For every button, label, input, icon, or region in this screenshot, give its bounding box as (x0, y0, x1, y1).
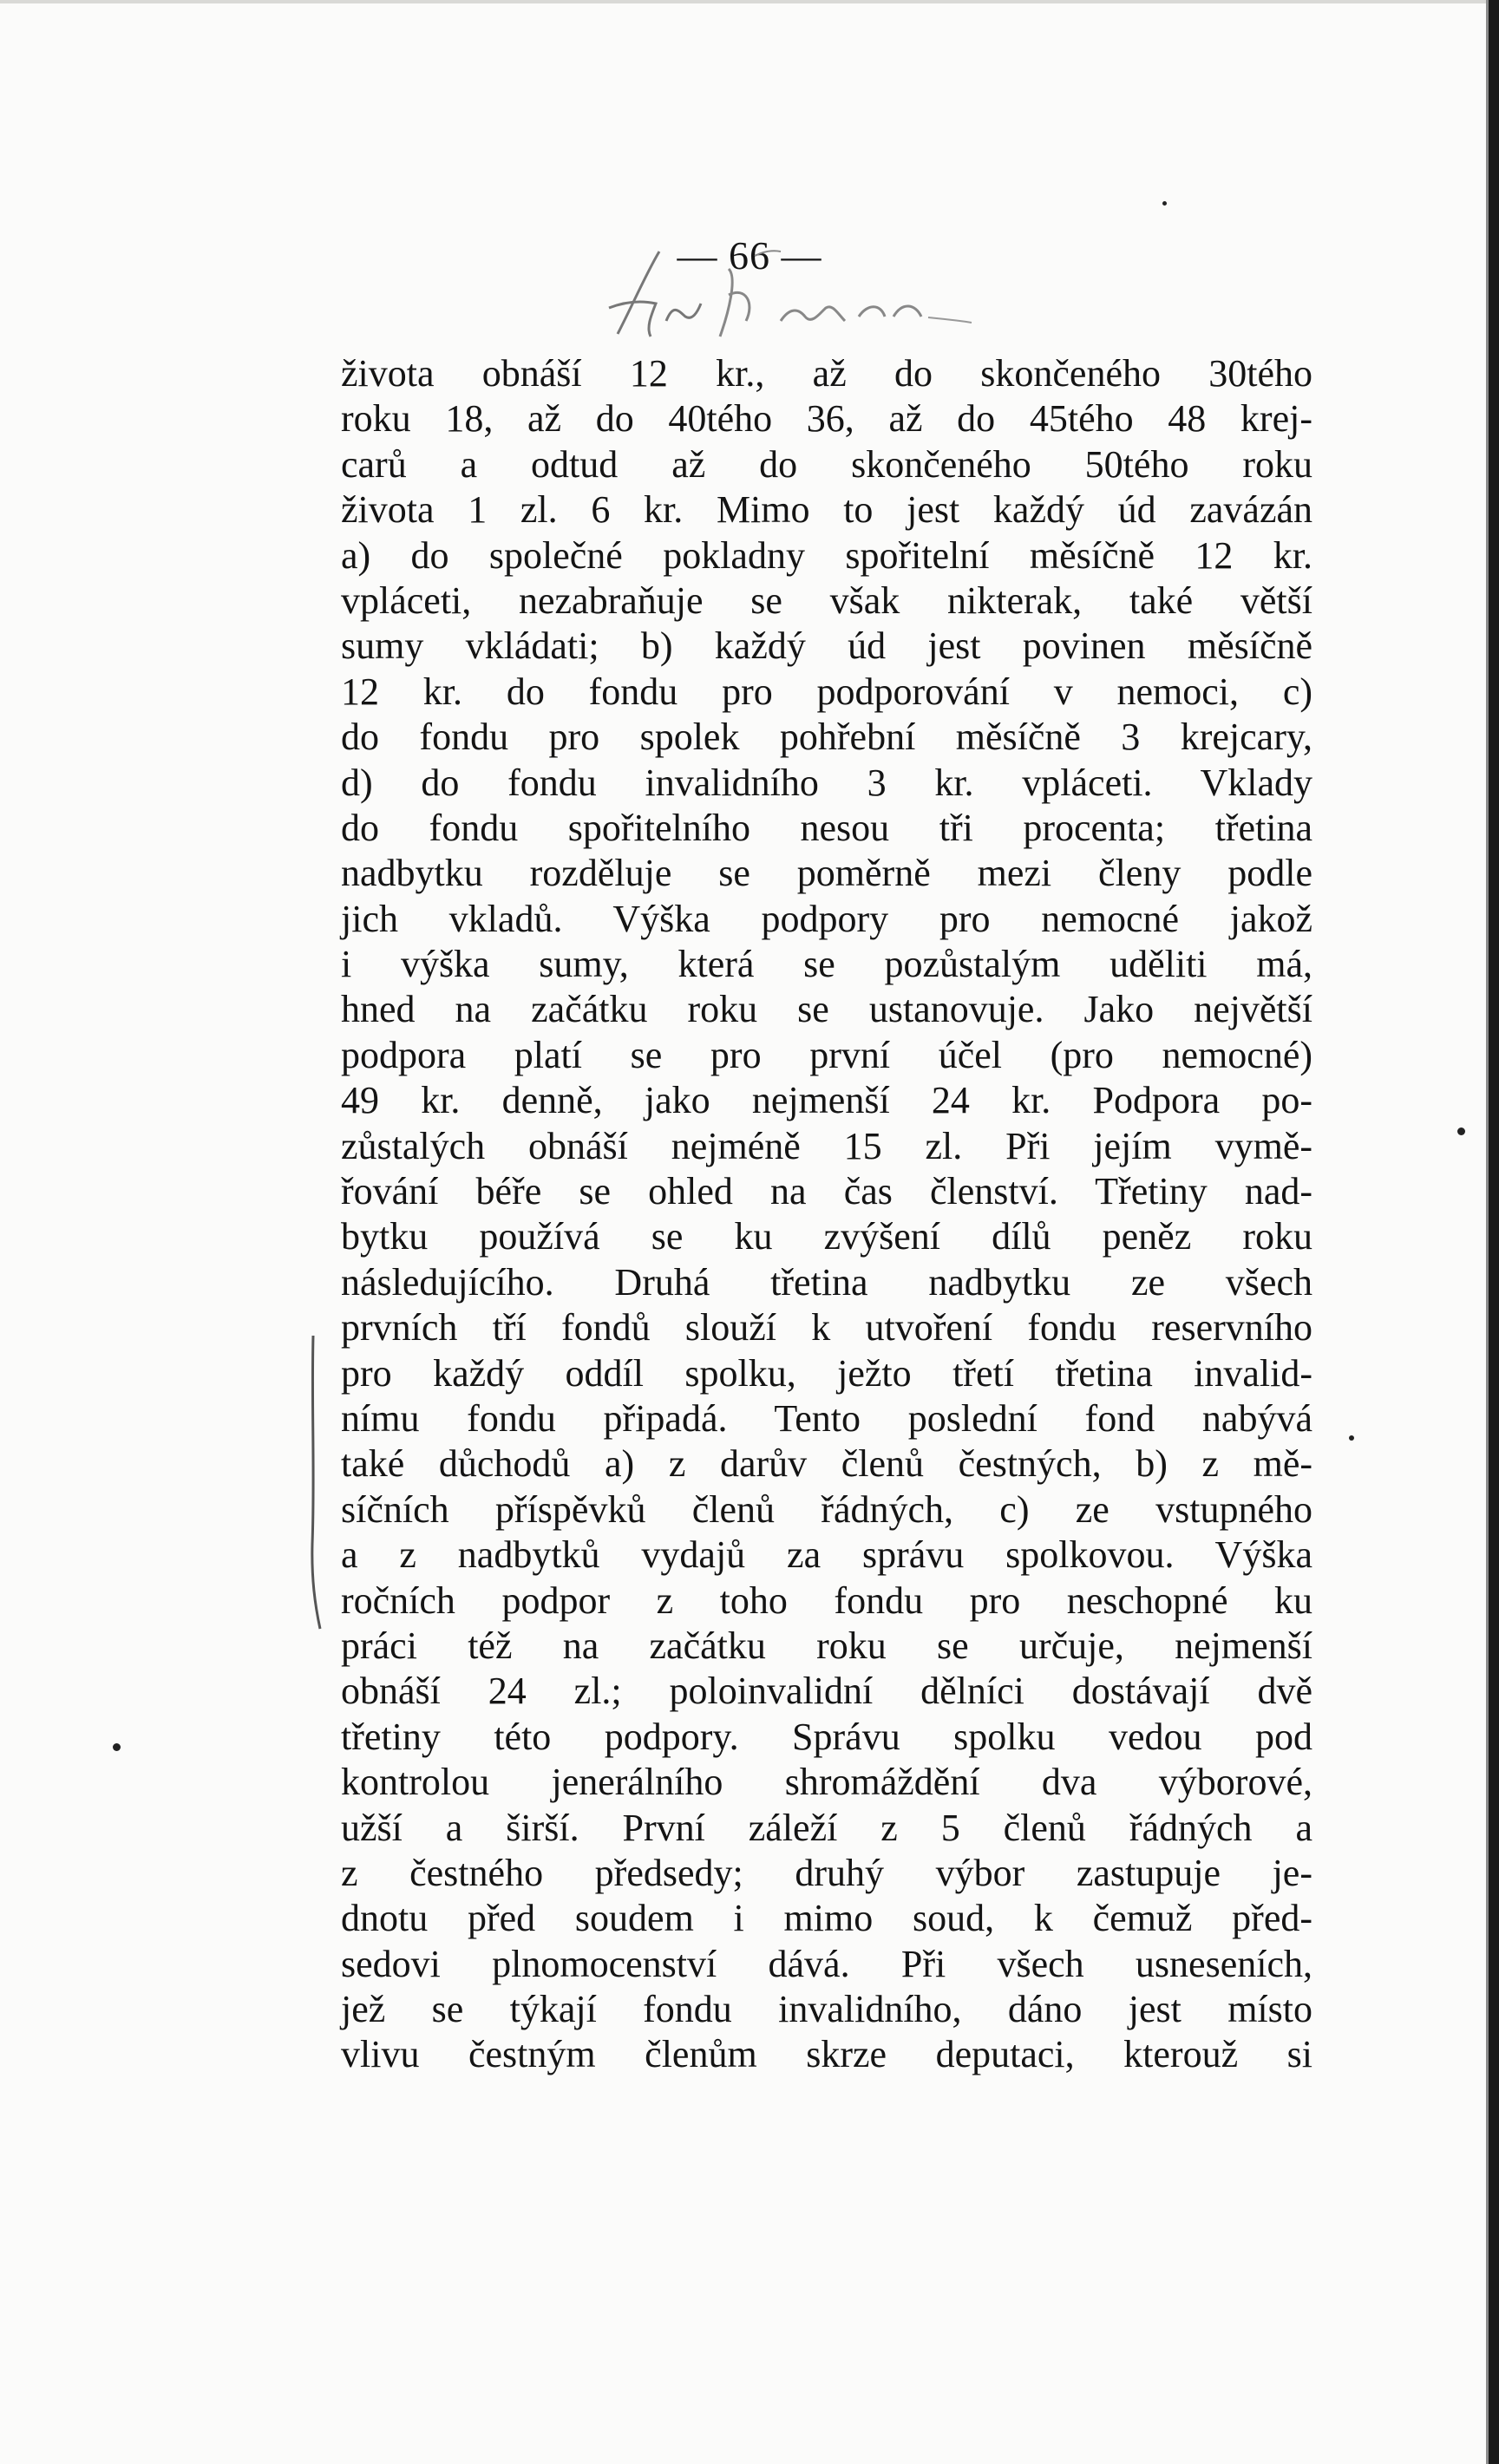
text-line: síčních příspěvků členů řádných, c) ze vstupného (341, 1487, 1312, 1531)
specks (113, 1743, 121, 1751)
text-line: vpláceti, nezabraňuje se však nikterak, také větší (341, 578, 1312, 622)
text-line: i výška sumy, která se pozůstalým uděliti má, (341, 943, 1312, 986)
specks (1162, 201, 1167, 206)
text-line: vlivu čestným členům skrze deputaci, kterouž si (341, 2033, 1312, 2076)
margin-pencil-mark (308, 1336, 334, 1631)
text-line: sedovi plnomocenství dává. Při všech usneseních, (341, 1942, 1312, 1985)
body-text (341, 351, 1312, 2078)
text-line: kontrolou jenerálního shromáždění dva výborové, (341, 1761, 1312, 1804)
text-line: prvních tří fondů slouží k utvoření fondu reservního (341, 1306, 1312, 1350)
text-line: třetiny této podpory. Správu spolku vedou pod (341, 1715, 1312, 1758)
text-line: z čestného předsedy; druhý výbor zastupuje je- (341, 1851, 1312, 1894)
text-line: užší a širší. První záleží z 5 členů řádných a (341, 1806, 1312, 1849)
text-line: následujícího. Druhá třetina nadbytku ze všech (341, 1260, 1312, 1304)
page-number: — 66 — (677, 233, 822, 278)
text-line: 49 kr. denně, jako nejmenší 24 kr. Podpora po- (341, 1079, 1312, 1122)
scan-top-edge (0, 0, 1499, 3)
text-line: řování béře se ohled na čas členství. Třetiny nad- (341, 1170, 1312, 1213)
specks (1349, 1435, 1354, 1441)
text-line: života obnáší 12 kr., až do skončeného 30tého (341, 352, 1312, 395)
text-line: ročních podpor z toho fondu pro neschopné ku (341, 1578, 1312, 1622)
text-line: života 1 zl. 6 kr. Mimo to jest každý úd zavázán (341, 488, 1312, 532)
text-line: do fondu pro spolek pohřební měsíčně 3 krejcary, (341, 716, 1312, 759)
text-line: obnáší 24 zl.; poloinvalidní dělníci dostávají dvě (341, 1670, 1312, 1713)
text-line: a z nadbytků vydajů za správu spolkovou. Výška (341, 1533, 1312, 1577)
text-line: jež se týkají fondu invalidního, dáno jest místo (341, 1988, 1312, 2031)
text-line: nadbytku rozděluje se poměrně mezi členy podle (341, 852, 1312, 895)
text-line: carů a odtud až do skončeného 50tého roku (341, 442, 1312, 486)
text-line: zůstalých obnáší nejméně 15 zl. Při jejím vymě- (341, 1124, 1312, 1167)
text-line: pro každý oddíl spolku, ježto třetí třetina invalid- (341, 1351, 1312, 1395)
text-line: 12 kr. do fondu pro podporování v nemoci, c) (341, 670, 1312, 713)
text-line: a) do společné pokladny spořitelní měsíčně 12 kr. (341, 533, 1312, 577)
text-line: dnotu před soudem i mimo soud, k čemuž před- (341, 1897, 1312, 1940)
text-line: jich vkladů. Výška podpory pro nemocné jakož (341, 897, 1312, 940)
specks (1457, 1127, 1465, 1135)
text-line: také důchodů a) z darův členů čestných, b) z mě- (341, 1442, 1312, 1486)
text-line: roku 18, až do 40tého 36, až do 45tého 48 krej- (341, 397, 1312, 441)
text-line: do fondu spořitelního nesou tři procenta; třetina (341, 806, 1312, 849)
scan-right-border (1489, 0, 1499, 2464)
handwritten-annotation (599, 234, 980, 347)
text-line: nímu fondu připadá. Tento poslední fond nabývá (341, 1396, 1312, 1440)
text-line: hned na začátku roku se ustanovuje. Jako největší (341, 988, 1312, 1031)
text-line: sumy vkládati; b) každý úd jest povinen měsíčně (341, 624, 1312, 668)
text-line: práci též na začátku roku se určuje, nejmenší (341, 1624, 1312, 1667)
text-line: d) do fondu invalidního 3 kr. vpláceti. Vklady (341, 761, 1312, 804)
text-line: podpora platí se pro první účel (pro nemocné) (341, 1033, 1312, 1076)
text-line: bytku používá se ku zvýšení dílů peněz roku (341, 1215, 1312, 1258)
